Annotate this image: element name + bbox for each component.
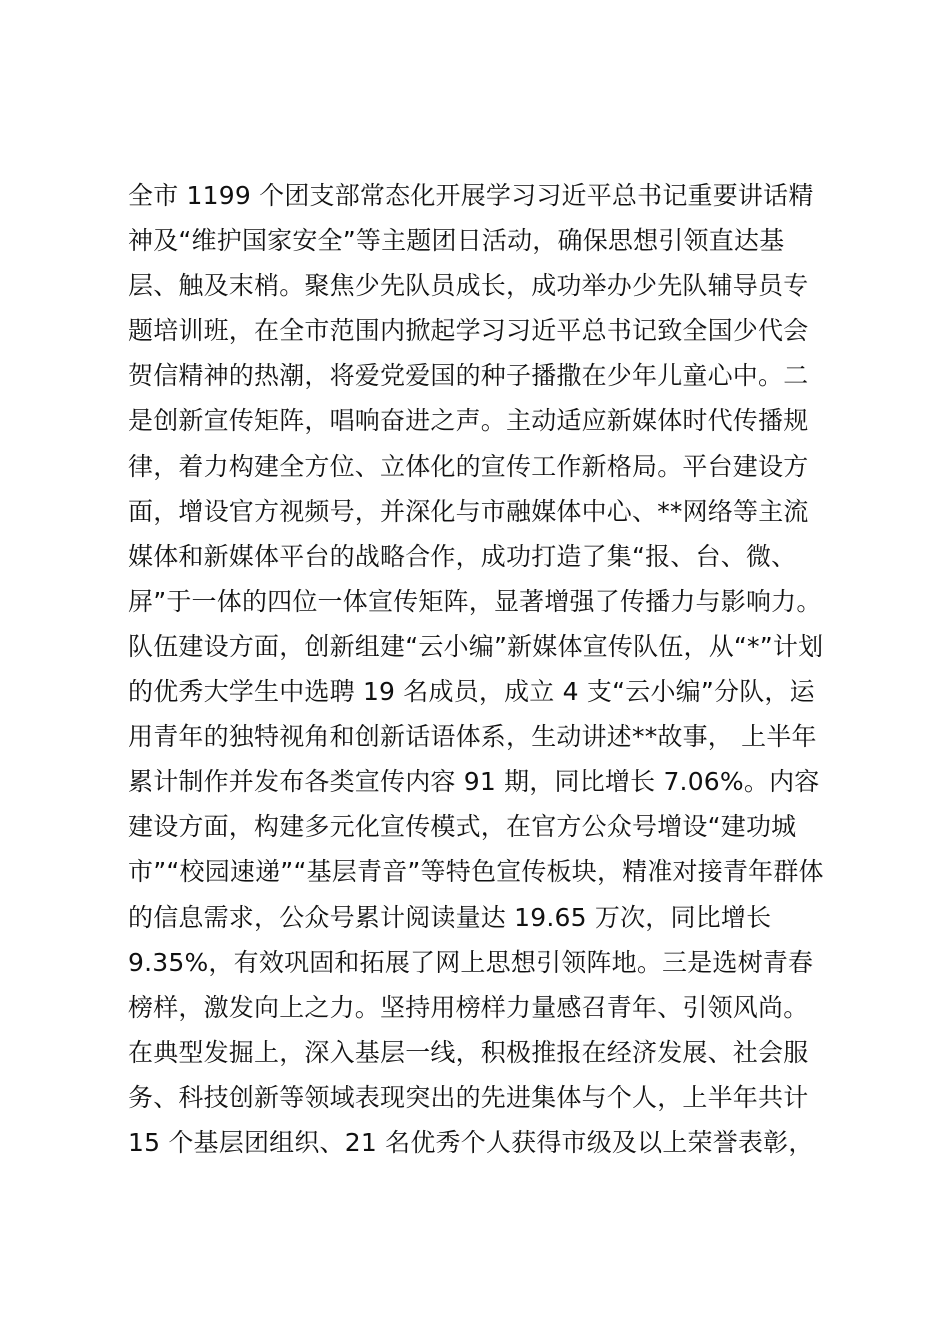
text-line: 媒体和新媒体平台的战略合作，成功打造了集“报、台、微、 xyxy=(128,541,797,571)
text-line: 务、科技创新等领域表现突出的先进集体与个人，上半年共计 xyxy=(128,1082,809,1112)
text-line: 全市 1199 个团支部常态化开展学习习近平总书记重要讲话精 xyxy=(128,181,814,210)
text-line: 层、触及末梢。聚焦少先队员成长，成功举办少先队辅导员专 xyxy=(128,271,809,301)
text-line: 屏”于一体的四位一体宣传矩阵，显著增强了传播力与影响力。 xyxy=(128,586,822,616)
text-line: 神及“维护国家安全”等主题团日活动，确保思想引领直达基 xyxy=(128,226,785,256)
text-line: 的优秀大学生中选聘 19 名成员，成立 4 支“云小编”分队，运 xyxy=(128,677,815,707)
text-line: 15 个基层团组织、21 名优秀个人获得市级及以上荣誉表彰， xyxy=(128,1127,814,1157)
text-line: 累计制作并发布各类宣传内容 91 期，同比增长 7.06%。内容 xyxy=(128,767,820,797)
text-line: 题培训班，在全市范围内掀起学习习近平总书记致全国少代会 xyxy=(128,316,809,346)
text-line: 队伍建设方面，创新组建“云小编”新媒体宣传队伍，从“*”计划 xyxy=(128,631,824,661)
text-line: 市”“校园速递”“基层青音”等特色宣传板块，精准对接青年群体 xyxy=(128,857,824,887)
text-line: 在典型发掘上，深入基层一线，积极推报在经济发展、社会服 xyxy=(128,1037,809,1067)
body-text xyxy=(128,173,840,1165)
text-line: 建设方面，构建多元化宣传模式，在官方公众号增设“建功城 xyxy=(128,812,797,842)
text-line: 9.35%，有效巩固和拓展了网上思想引领阵地。三是选树青春 xyxy=(128,947,814,977)
text-line: 的信息需求，公众号累计阅读量达 19.65 万次，同比增长 xyxy=(128,902,772,932)
text-line: 是创新宣传矩阵，唱响奋进之声。主动适应新媒体时代传播规 xyxy=(128,406,809,436)
text-line: 榜样，激发向上之力。坚持用榜样力量感召青年、引领风尚。 xyxy=(128,992,809,1022)
text-line: 律，着力构建全方位、立体化的宣传工作新格局。平台建设方 xyxy=(128,451,809,481)
text-line: 贺信精神的热潮，将爱党爱国的种子播撒在少年儿童心中。二 xyxy=(128,361,809,391)
text-line: 面，增设官方视频号，并深化与市融媒体中心、**网络等主流 xyxy=(128,496,809,526)
text-line: 用青年的独特视角和创新话语体系，生动讲述**故事， 上半年 xyxy=(128,722,817,752)
